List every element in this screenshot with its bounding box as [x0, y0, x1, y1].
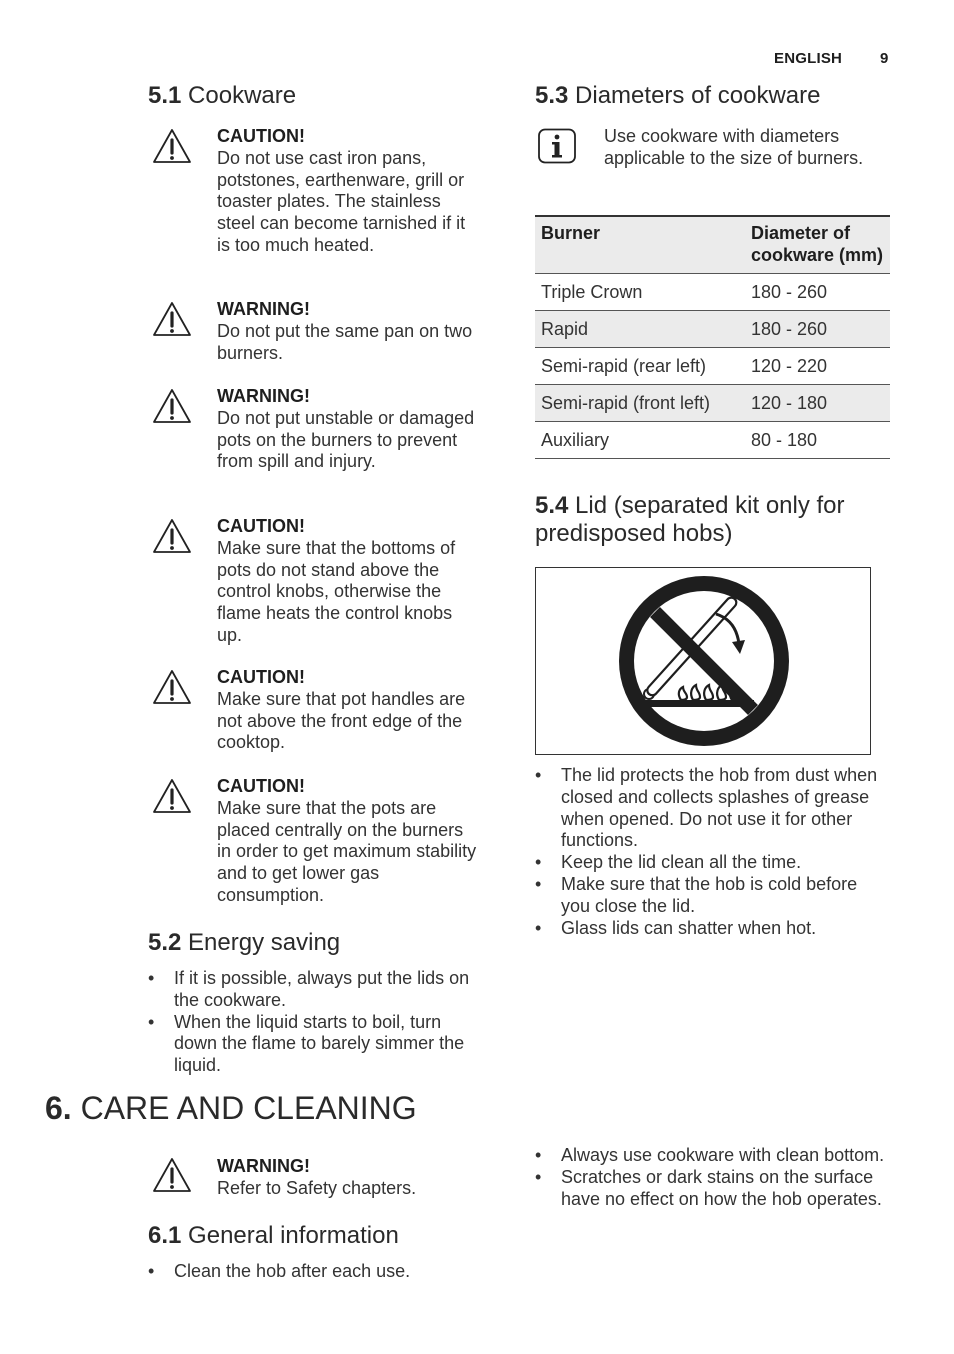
section-title: Diameters of cookware — [575, 82, 821, 109]
section-heading-5-4 — [535, 492, 895, 548]
lid-list — [535, 765, 890, 939]
language-label: ENGLISH — [774, 50, 843, 67]
note-text: Make sure that pot handles are not above the front edge of the cooktop. — [217, 688, 466, 753]
section-heading-5-3 — [535, 82, 820, 110]
section-number: 6.1 — [148, 1222, 182, 1249]
list-item: • Scratches or dark stains on the surface have no effect on how the hob operates. — [535, 1167, 895, 1211]
warning-triangle-icon — [152, 388, 192, 424]
warning-note — [217, 1156, 482, 1200]
note-text: Refer to Safety chapters. — [217, 1177, 417, 1198]
list-item: • Glass lids can shatter when hot. — [535, 918, 890, 940]
page-number: 9 — [880, 50, 889, 67]
note-text: Do not put the same pan on two burners. — [217, 320, 473, 363]
table-header-row — [535, 216, 890, 273]
chapter-heading-6 — [45, 1090, 417, 1127]
warning-triangle-icon — [152, 301, 192, 337]
warning-note — [217, 299, 482, 364]
note-text: Make sure that the pots are placed centrally on the burners in order to get maximum stability and to get lower gas consumption. — [217, 797, 477, 905]
section-title: Cookware — [188, 82, 297, 109]
section-number: 5.2 — [148, 929, 182, 956]
info-icon — [537, 128, 577, 164]
chapter-number: 6. — [45, 1090, 72, 1126]
table-row — [535, 384, 890, 421]
table-cell: Auxiliary — [535, 421, 745, 458]
table-cell: 180 - 260 — [745, 273, 890, 310]
note-label: WARNING! — [217, 386, 310, 406]
list-item: • Clean the hob after each use. — [148, 1261, 488, 1283]
list-item: • Keep the lid clean all the time. — [535, 852, 890, 874]
note-label: CAUTION! — [217, 667, 305, 687]
chapter-title: CARE AND CLEANING — [80, 1090, 417, 1126]
caution-note — [217, 776, 482, 907]
table-cell: Semi-rapid (rear left) — [535, 347, 745, 384]
table-cell: 180 - 260 — [745, 310, 890, 347]
table-cell: 120 - 220 — [745, 347, 890, 384]
general-info-list-left — [148, 1261, 488, 1283]
list-item: • Always use cookware with clean bottom. — [535, 1145, 895, 1167]
energy-saving-list — [148, 968, 488, 1077]
section-number: 5.3 — [535, 82, 569, 109]
warning-triangle-icon — [152, 1157, 192, 1193]
note-text: Make sure that the bottoms of pots do not stand above the control knobs, otherwise the flame heats the control knobs up. — [217, 537, 456, 645]
note-text: Do not use cast iron pans, potstones, earthenware, grill or toaster plates. The stainless steel can become tarnished if it is too much heated. — [217, 147, 466, 255]
no-closing-lid-on-hot-flame-icon — [536, 568, 870, 754]
table-row — [535, 273, 890, 310]
lid-prohibition-figure — [535, 567, 871, 755]
table-row — [535, 310, 890, 347]
caution-note — [217, 126, 482, 257]
table-row — [535, 347, 890, 384]
list-item: • The lid protects the hob from dust when closed and collects splashes of grease when opened. Do not use it for other functions. — [535, 765, 890, 852]
table-cell: 80 - 180 — [745, 421, 890, 458]
table-cell: 120 - 180 — [745, 384, 890, 421]
section-heading-5-1 — [148, 82, 296, 110]
section-title: Energy saving — [188, 929, 341, 956]
table-cell: Rapid — [535, 310, 745, 347]
warning-triangle-icon — [152, 518, 192, 554]
section-number: 5.4 — [535, 492, 569, 519]
note-label: WARNING! — [217, 1156, 310, 1176]
table-cell: Triple Crown — [535, 273, 745, 310]
section-number: 5.1 — [148, 82, 182, 109]
warning-note — [217, 386, 482, 473]
note-label: CAUTION! — [217, 516, 305, 536]
table-cell: Semi-rapid (front left) — [535, 384, 745, 421]
caution-note — [217, 516, 482, 647]
table-row — [535, 421, 890, 458]
column-header-burner: Burner — [535, 216, 745, 273]
warning-triangle-icon — [152, 669, 192, 705]
list-item: • Make sure that the hob is cold before you close the lid. — [535, 874, 890, 918]
section-heading-6-1 — [148, 1222, 399, 1250]
note-text: Do not put unstable or damaged pots on the burners to prevent from spill and injury. — [217, 407, 475, 472]
caution-note — [217, 667, 482, 754]
note-label: WARNING! — [217, 299, 310, 319]
list-item: • When the liquid starts to boil, turn down the flame to barely simmer the liquid. — [148, 1012, 488, 1077]
section-title: General information — [188, 1222, 399, 1249]
note-label: CAUTION! — [217, 126, 305, 146]
section-title: Lid (separated kit only for predisposed hobs) — [535, 492, 845, 547]
warning-triangle-icon — [152, 778, 192, 814]
list-item: • If it is possible, always put the lids on the cookware. — [148, 968, 488, 1012]
note-label: CAUTION! — [217, 776, 305, 796]
general-info-list-right — [535, 1145, 895, 1210]
warning-triangle-icon — [152, 128, 192, 164]
burner-diameter-table — [535, 215, 890, 459]
info-note: Use cookware with diameters applicable to the size of burners. — [604, 126, 864, 168]
column-header-diameter: Diameter of cookware (mm) — [745, 216, 890, 273]
section-heading-5-2 — [148, 929, 340, 957]
